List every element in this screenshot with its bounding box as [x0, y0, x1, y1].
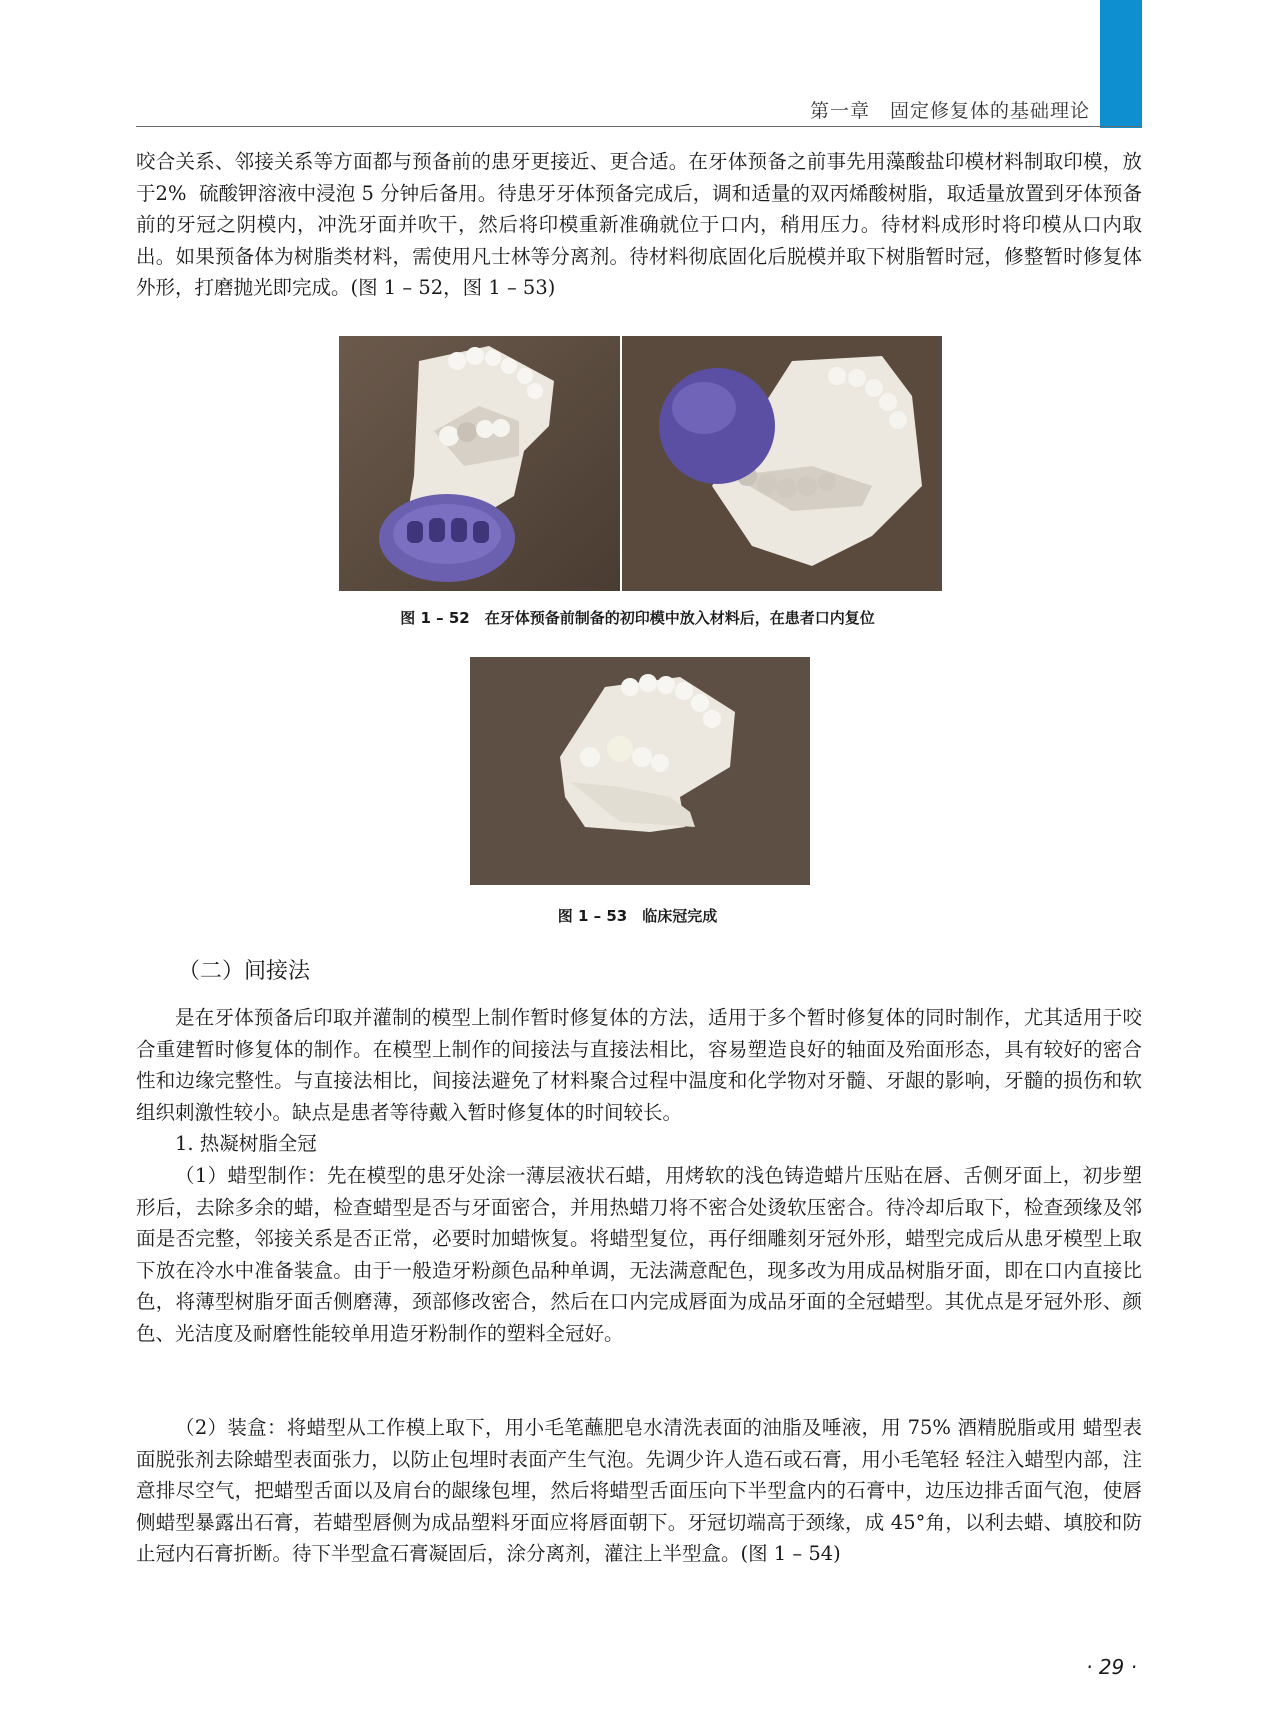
figure-52-right-photo — [622, 336, 942, 591]
header-rule — [136, 126, 1142, 127]
chapter-tab-marker — [1100, 0, 1142, 128]
paragraph-flasking: （2）装盒：将蜡型从工作模上取下，用小毛笔蘸肥皂水清洗表面的油脂及唾液，用 75% 酒精脱脂或用 蜡型表面脱张剂去除蜡型表面张力，以防止包埋时表面产生气泡。先调少许人造石或石膏，用小毛笔轻 轻注入蜡型内部，注意排尽空气，把蜡型舌面以及肩台的龈缘包埋，然后将蜡型舌面压向下半型盒内的石膏中，边压边排舌面气泡，使唇侧蜡型暴露出石膏，若蜡型唇侧为成品塑料牙面应将唇面朝下。牙冠切端高于颈缘，成 45°角，以利去蜡、填胶和防止冠内石膏折断。待下半型盒石膏凝固后，涂分离剂，灌注上半型盒。(图 1 – 54) — [136, 1416, 1142, 1565]
paragraph-indirect-method: 是在牙体预备后印取并灌制的模型上制作暂时修复体的方法，适用于多个暂时修复体的同时制作，尤其适用于咬合重建暂时修复体的制作。在模型上制作的间接法与直接法相比，容易塑造良好的轴面及​殆面形态，具有较好的密合性和边缘完整性。与直接法相比，间接法避免了材料聚合过程中温度和化学物对牙髓、牙龈的影响，牙髓的损伤和软组织刺激性较小。缺点是患者等待戴入暂时修复体的时间较长。 — [136, 1006, 1142, 1124]
figure-53-caption: 图 1 – 53 临床冠完成 — [557, 907, 718, 925]
paragraph-direct-method-end: 咬合关系、邻接关系等方面都与预备前的患牙更接近、更合适。在牙体预备之前事先用藻酸盐印模材料制取印模，放于2% 硫酸钾溶液中浸泡 5 分钟后备用。待患牙牙体预备完成后，调和适量的双丙烯酸树脂，取适量放置到牙体预备前的牙冠之阴模内，冲洗牙面并吹干，然后将印模重新准确就位于口内，稍用压力。待材料成形时将印模从口内取出。如果预备体为树脂类材料，需使用凡士林等分离剂。待材料彻底固化后脱模并取下树脂暂时冠，修整暂时修复体外形，打磨抛光即完成。(图 1 – 52，图 1 – 53) — [136, 150, 1142, 299]
page-number: · 29 · — [1086, 1655, 1137, 1679]
paragraph-wax-pattern: （1）蜡型制作：先在模型的患牙处涂一薄层液状石蜡，用烤软的浅色铸造蜡片压贴在唇、舌侧牙面上，初步塑形后，去除多余的蜡，检查蜡型是否与牙面密合，并用热蜡刀将不密合处烫软压密合。待冷却后取下，检查颈缘及邻面是否完整，邻接关系是否正常，必要时加蜡恢复。将蜡型复位，再仔细雕刻牙冠外形，蜡型完成后从患牙模型上取下放在冷水中准备装盒。由于一般造牙粉颜色品种单调，无法满意配色，现多改为用成品树脂牙面，即在口内直接比色，将薄型树脂牙面舌侧磨薄，颈部修改密合，然后在口内完成唇面为成品牙面的全冠蜡型。其优点是牙冠外形、颜色、光洁度及耐磨性能较单用造牙粉制作的塑料全冠好。 — [136, 1164, 1142, 1345]
figure-52-left-photo — [339, 336, 620, 591]
figure-52-caption: 图 1 – 52 在牙体预备前制备的初印模中放入材料后，在患者口内复位 — [400, 609, 875, 627]
figure-53-photo — [470, 657, 810, 885]
running-header: 第一章 固定修复体的基础理论 — [809, 100, 1090, 122]
subheading-heat-cured-crown: 1. 热凝树脂全冠 — [175, 1132, 317, 1155]
section-heading: （二）间接法 — [178, 959, 311, 984]
